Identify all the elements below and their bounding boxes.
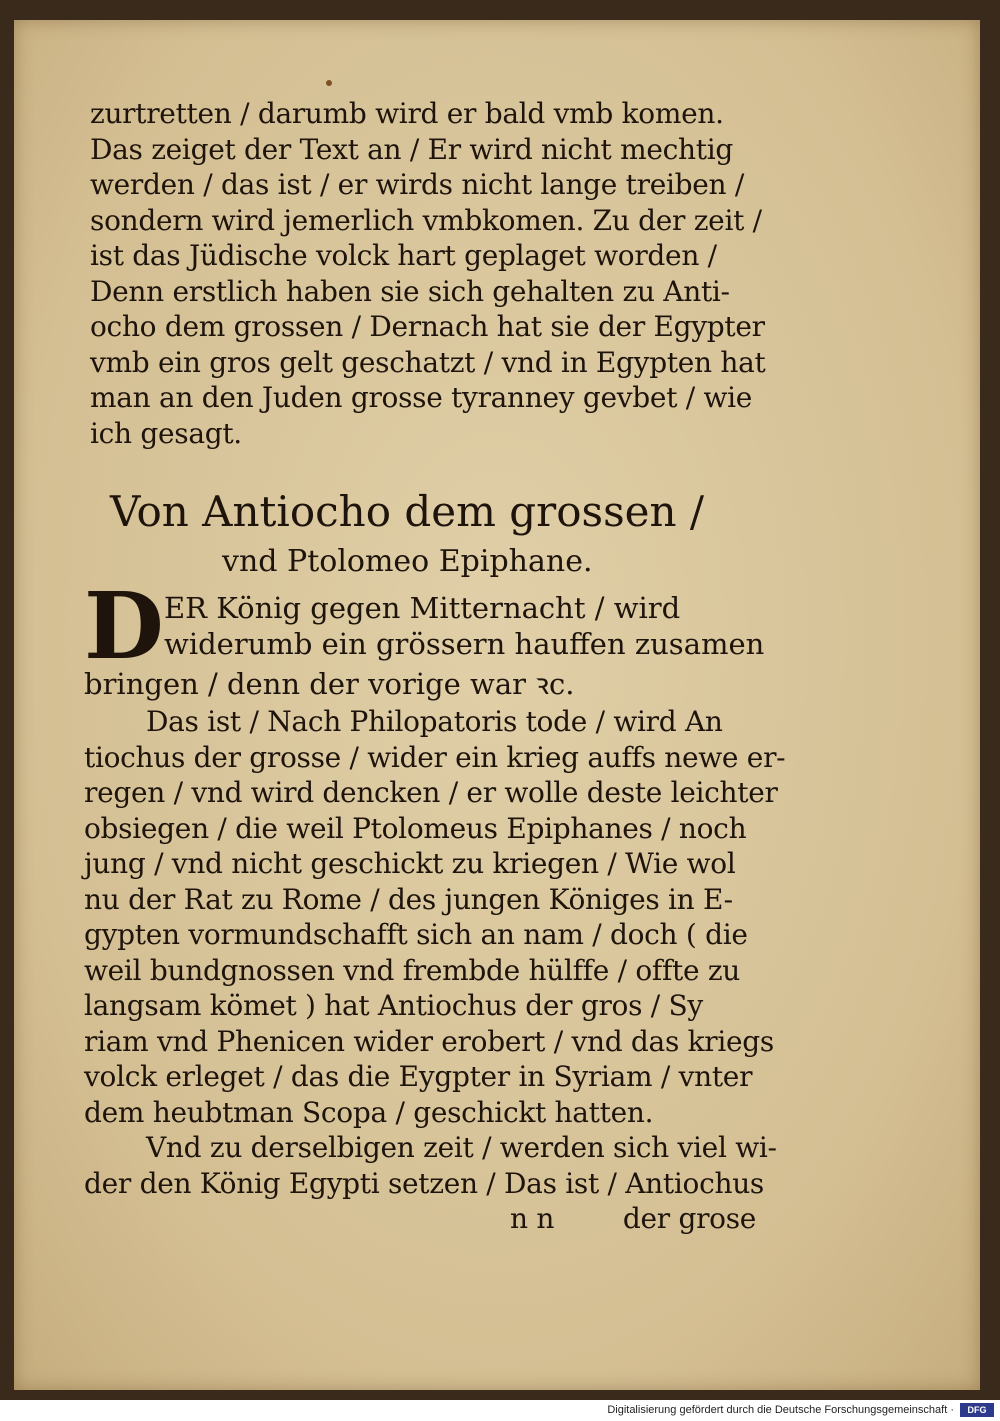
text-line: nu der Rat zu Rome / des jungen Königes in E-: [84, 882, 733, 916]
section-heading: [110, 484, 810, 584]
text-line: Vnd zu derselbigen zeit / werden sich viel wi-: [146, 1131, 777, 1164]
text-line: zurtretten / darumb wird er bald vmb komen.: [90, 97, 724, 130]
text-line: ER König gegen Mitternacht / wird: [164, 591, 681, 625]
text-line: tiochus der grosse / wider ein krieg auffs newe er-: [84, 740, 786, 774]
text-line: der den König Egypti setzen / Das ist / Antiochus: [84, 1166, 764, 1200]
paragraph-2: [84, 572, 794, 1237]
paragraph-1: [90, 96, 790, 451]
text-line: bringen / denn der vorige war ꝛc.: [84, 667, 575, 701]
dfg-logo: DFG: [960, 1403, 994, 1417]
text-line: ist das Jüdische volck hart geplaget worden /: [90, 239, 717, 272]
catchword: n n der grose: [510, 1202, 757, 1235]
text-line: volck erleget / das die Eygpter in Syriam / vnter: [84, 1060, 753, 1093]
text-line: jung / vnd nicht geschickt zu kriegen / Wie wol: [84, 847, 736, 880]
text-line: regen / vnd wird dencken / er wolle deste leichter: [84, 776, 778, 809]
text-line: vmb ein gros gelt geschatzt / vnd in Egypten hat: [90, 345, 766, 379]
text-line: ich gesagt.: [90, 416, 242, 450]
text-line: werden / das ist / er wirds nicht lange treiben /: [90, 168, 744, 201]
text-line: riam vnd Phenicen wider erobert / vnd das kriegs: [84, 1024, 774, 1058]
text-line: Denn erstlich haben sie sich gehalten zu Anti-: [90, 274, 730, 308]
drop-capital: D: [84, 572, 164, 680]
text-line: ocho dem grossen / Dernach hat sie der Egypter: [90, 310, 765, 343]
text-line: man an den Juden grosse tyranney gevbet / wie: [90, 381, 753, 414]
heading-line-1: Von Antiocho dem grossen /: [110, 487, 705, 536]
funding-notice: Digitalisierung gefördert durch die Deutsche Forschungsgemeinschaft ·: [607, 1404, 954, 1416]
text-line: sondern wird jemerlich vmbkomen. Zu der zeit /: [90, 203, 762, 237]
text-line: gypten vormundschafft sich an nam / doch ( die: [84, 918, 748, 951]
text-line: widerumb ein grössern hauffen zusamen: [164, 627, 765, 661]
text-line: obsiegen / die weil Ptolomeus Epiphanes / noch: [84, 811, 747, 845]
text-line: Das zeiget der Text an / Er wird nicht mechtig: [90, 132, 733, 166]
text-line: Das ist / Nach Philopatoris tode / wird An: [146, 705, 723, 738]
paper-speck: [326, 80, 332, 86]
text-line: weil bundgnossen vnd frembde hülffe / offte zu: [84, 953, 741, 987]
text-line: langsam kömet ) hat Antiochus der gros / Sy: [84, 989, 703, 1022]
text-line: dem heubtman Scopa / geschickt hatten.: [84, 1095, 654, 1129]
heading-line-2: vnd Ptolomeo Epiphane.: [222, 544, 593, 579]
